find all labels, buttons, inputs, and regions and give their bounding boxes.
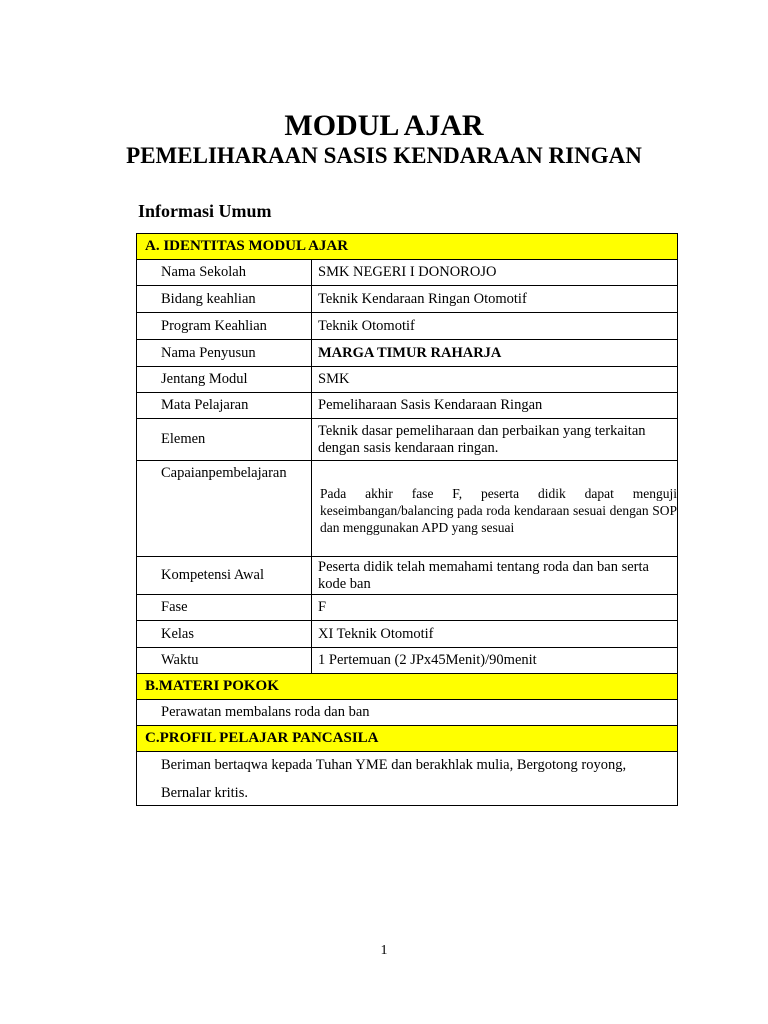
module-info-table [136,233,678,806]
table-row [137,340,678,367]
row-label: Nama Penyusun [137,340,312,367]
row-value: SMK NEGERI I DONOROJO [312,260,678,286]
materi-content: Perawatan membalans roda dan ban [137,700,678,726]
page-number: 1 [380,943,388,958]
table-row [137,393,678,419]
table-row [137,313,678,340]
section-heading: Informasi Umum [138,201,272,221]
document-subtitle: PEMELIHARAAN SASIS KENDARAAN RINGAN [126,143,642,168]
row-label: Kompetensi Awal [137,557,312,595]
row-label: Elemen [137,419,312,461]
row-value: Peserta didik telah memahami tentang roda dan ban serta kode ban [312,557,678,595]
row-label: Jentang Modul [137,367,312,393]
row-value: F [312,595,678,621]
profil-content [137,752,678,806]
row-label: Capaianpembelajaran [137,461,312,557]
row-value: Pada akhir fase F, peserta didik dapat menguji keseimbangan/balancing pada roda kendaraan sesuai dengan SOP dan menggunakan APD yang sesuai [312,461,678,557]
table-row [137,260,678,286]
row-value: XI Teknik Otomotif [312,621,678,648]
table-row [137,648,678,674]
author-name: MARGA TIMUR RAHARJA [312,340,678,367]
row-label: Fase [137,595,312,621]
table-row [137,367,678,393]
table-row [137,595,678,621]
table-row [137,621,678,648]
row-value: Teknik Otomotif [312,313,678,340]
row-label: Bidang keahlian [137,286,312,313]
table-row [137,461,678,557]
profil-line: Bernalar kritis. [161,785,248,801]
table-row [137,557,678,595]
identitas-heading: A. IDENTITAS MODUL AJAR [137,234,678,260]
table-row [137,419,678,461]
row-label: Mata Pelajaran [137,393,312,419]
row-value: Teknik dasar pemeliharaan dan perbaikan yang terkaitan dengan sasis kendaraan ringan. [312,419,678,461]
profil-heading: C.PROFIL PELAJAR PANCASILA [137,726,678,752]
row-value: Teknik Kendaraan Ringan Otomotif [312,286,678,313]
row-label: Waktu [137,648,312,674]
profil-line: Beriman bertaqwa kepada Tuhan YME dan berakhlak mulia, Bergotong royong, [161,757,627,773]
materi-heading: B.MATERI POKOK [137,674,678,700]
row-value: Pemeliharaan Sasis Kendaraan Ringan [312,393,678,419]
table-row [137,286,678,313]
row-value: 1 Pertemuan (2 JPx45Menit)/90menit [312,648,678,674]
document-title: MODUL AJAR [284,109,484,142]
row-label: Nama Sekolah [137,260,312,286]
row-value: SMK [312,367,678,393]
row-label: Program Keahlian [137,313,312,340]
row-label: Kelas [137,621,312,648]
